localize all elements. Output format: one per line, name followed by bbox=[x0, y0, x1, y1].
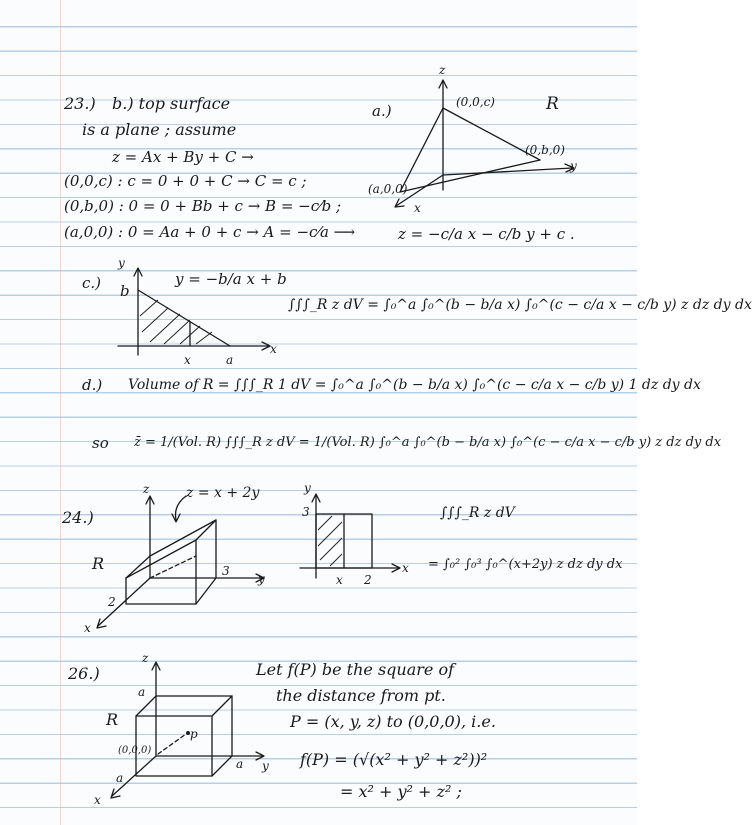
p24-x-axis-label: x bbox=[84, 621, 91, 635]
part-b-point-3: (a,0,0) : 0 = Aa + 0 + c → A = −c⁄a ⟶ bbox=[64, 223, 356, 241]
p26-x-axis-label: x bbox=[94, 793, 101, 807]
p24-y-axis-label: y bbox=[258, 572, 265, 586]
part-c-b-intercept: b bbox=[120, 282, 130, 300]
part-b-result: z = −c/a x − c/b y + c . bbox=[398, 225, 575, 243]
p24-plane-tick-3: 3 bbox=[302, 505, 310, 519]
part-c-x-tick: x bbox=[184, 353, 191, 367]
part-d-zbar: z̄ = 1/(Vol. R) ∫∫∫_R z dV = 1/(Vol. R) ∫₀^a ∫₀^(b − b/a x) ∫₀^(c − c/a x − c/b y) z dz dy dx bbox=[134, 435, 722, 450]
part-d-label: d.) bbox=[82, 376, 103, 394]
part-a-z-axis-label: z bbox=[439, 63, 446, 77]
p24-surface-equation: z = x + 2y bbox=[186, 485, 260, 501]
problem-23-number: 23.) bbox=[64, 94, 96, 113]
p24-integral-top: ∫∫∫_R z dV bbox=[440, 505, 515, 521]
p26-origin-label: (0,0,0) bbox=[118, 745, 152, 756]
p26-text-3: P = (x, y, z) to (0,0,0), i.e. bbox=[290, 712, 496, 731]
p26-distance-line bbox=[158, 734, 186, 754]
part-c-y-axis-label: y bbox=[118, 256, 125, 270]
part-b-plane-equation: z = Ax + By + C → bbox=[112, 148, 254, 166]
p26-cube-edge-3 bbox=[212, 756, 232, 776]
p24-tick-2: 2 bbox=[108, 595, 116, 609]
p26-y-axis-label: y bbox=[262, 759, 269, 773]
p24-region-label: R bbox=[92, 554, 105, 573]
p24-z-axis-label: z bbox=[143, 482, 150, 496]
p26-text-1: Let f(P) be the square of bbox=[256, 660, 455, 679]
p26-text-2: the distance from pt. bbox=[276, 686, 446, 705]
part-b-heading: b.) top surface bbox=[112, 94, 231, 113]
p24-plane-tick-2: 2 bbox=[364, 573, 372, 587]
p24-tick-3: 3 bbox=[222, 564, 230, 578]
p26-a-top: a bbox=[138, 685, 146, 699]
part-b-point-2: (0,b,0) : 0 = 0 + Bb + c → B = −c⁄b ; bbox=[64, 197, 342, 215]
p26-point-p: p bbox=[190, 727, 198, 741]
p26-cube-front-face bbox=[136, 716, 212, 776]
p24-integral-bottom: = ∫₀² ∫₀³ ∫₀^(x+2y) z dz dy dx bbox=[428, 557, 623, 572]
p26-text-5: = x² + y² + z² ; bbox=[340, 782, 462, 801]
p26-text-4: f(P) = (√(x² + y² + z²))² bbox=[300, 750, 488, 769]
part-d-volume: Volume of R = ∫∫∫_R 1 dV = ∫₀^a ∫₀^(b − b/a x) ∫₀^(c − c/a x − c/b y) 1 dz dy dx bbox=[128, 377, 701, 393]
part-a-region-label: R bbox=[546, 94, 559, 114]
part-c-label: c.) bbox=[82, 274, 102, 292]
part-c-triple-integral: ∫∫∫_R z dV = ∫₀^a ∫₀^(b − b/a x) ∫₀^(c − c/a x − c/b y) z dz dy dx bbox=[288, 297, 752, 313]
p26-region-label: R bbox=[106, 710, 119, 729]
part-d-so: so bbox=[92, 434, 109, 452]
p24-plane-y-label: y bbox=[304, 481, 311, 495]
part-c-line-equation: y = −b/a x + b bbox=[175, 270, 287, 288]
problem-26-number: 26.) bbox=[68, 664, 100, 683]
p26-a-left: a bbox=[116, 771, 124, 785]
p26-cube-edge-1 bbox=[136, 696, 156, 716]
part-a-x-axis-label: x bbox=[414, 201, 421, 215]
part-a-y-axis-label: y bbox=[570, 159, 577, 173]
p26-cube-edge-2 bbox=[212, 696, 232, 716]
part-a-point-b: (0,b,0) bbox=[525, 143, 565, 157]
part-c-x-axis-label: x bbox=[270, 342, 277, 356]
p24-plane-x-tick: x bbox=[336, 573, 343, 587]
p24-plane-x-axis-label: x bbox=[402, 561, 409, 575]
part-c-a-intercept: a bbox=[226, 353, 234, 367]
part-b-point-1: (0,0,c) : c = 0 + 0 + C → C = c ; bbox=[64, 172, 307, 190]
part-a-point-c: (0,0,c) bbox=[456, 95, 495, 109]
part-a-label: a.) bbox=[372, 102, 392, 120]
p26-z-axis-label: z bbox=[142, 651, 149, 665]
p26-a-right: a bbox=[236, 757, 244, 771]
part-b-line2: is a plane ; assume bbox=[82, 120, 237, 139]
problem-24-number: 24.) bbox=[62, 508, 94, 527]
part-a-point-a: (a,0,0) bbox=[368, 182, 408, 196]
p26-point-p-dot bbox=[186, 731, 190, 735]
